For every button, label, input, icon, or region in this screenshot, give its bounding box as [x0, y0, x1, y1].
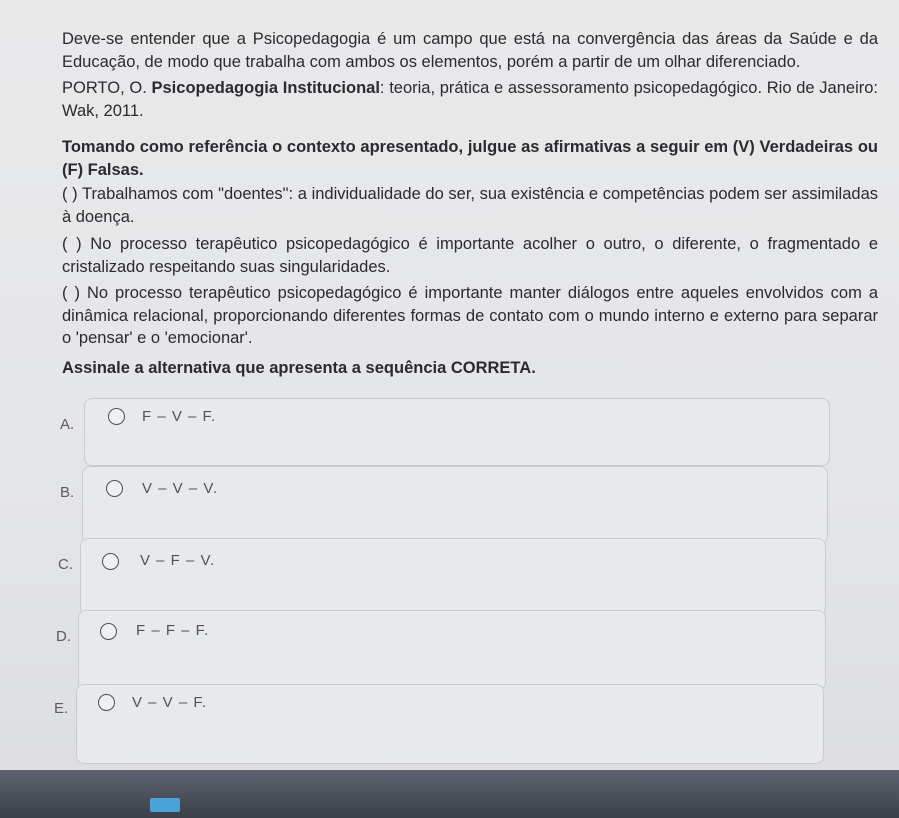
reference-details: : teoria, prática e assessoramento psicopedagógico. Rio de Janeiro: Wak, 2011. [62, 79, 878, 120]
option-c-letter: C. [58, 556, 73, 573]
option-c-text: V – F – V. [140, 552, 216, 569]
option-e-letter: E. [54, 700, 69, 717]
reference-title: Psicopedagogia Institucional [151, 79, 380, 97]
statement-2: ( ) No processo terapêutico psicopedagógico é importante acolher o outro, o diferente, o fragmentado e cristalizado respeitando suas singularidades. [62, 235, 878, 276]
screen-bottom-bar [0, 770, 899, 818]
option-a-radio[interactable] [108, 408, 125, 425]
option-d-text: F – F – F. [136, 622, 210, 639]
option-a-text: F – V – F. [142, 408, 217, 425]
question-context: Deve-se entender que a Psicopedagogia é um campo que está na convergência das áreas da Saúde e da Educação, de modo que trabalha com ambos os elementos, porém a partir de um olhar diferenciado. [62, 30, 878, 71]
option-e-text: V – V – F. [132, 694, 208, 711]
option-b-text: V – V – V. [142, 480, 219, 497]
option-b-letter: B. [60, 484, 75, 501]
question-prompt: Assinale a alternativa que apresenta a sequência CORRETA. [62, 359, 536, 377]
taskbar-app-icon[interactable] [150, 798, 180, 812]
option-b[interactable] [82, 466, 828, 544]
option-a-letter: A. [60, 416, 75, 433]
option-c[interactable] [80, 538, 826, 616]
statement-1: ( ) Trabalhamos com "doentes": a individualidade do ser, sua existência e competências podem ser assimiladas à doença. [62, 185, 878, 226]
option-b-radio[interactable] [106, 480, 123, 497]
option-d-letter: D. [56, 628, 71, 645]
question-reference [62, 77, 878, 122]
option-e-radio[interactable] [98, 694, 115, 711]
reference-author: PORTO, O. [62, 79, 152, 97]
question-instruction: Tomando como referência o contexto apresentado, julgue as afirmativas a seguir em (V) Verdadeiras ou (F) Falsas. [62, 138, 878, 179]
option-d-radio[interactable] [100, 623, 117, 640]
statement-3: ( ) No processo terapêutico psicopedagógico é importante manter diálogos entre aqueles envolvidos com a dinâmica relacional, proporcionando diferentes formas de contato com o mundo interno e externo para separar o 'pensar' e o 'emocionar'. [62, 284, 878, 347]
option-c-radio[interactable] [102, 553, 119, 570]
